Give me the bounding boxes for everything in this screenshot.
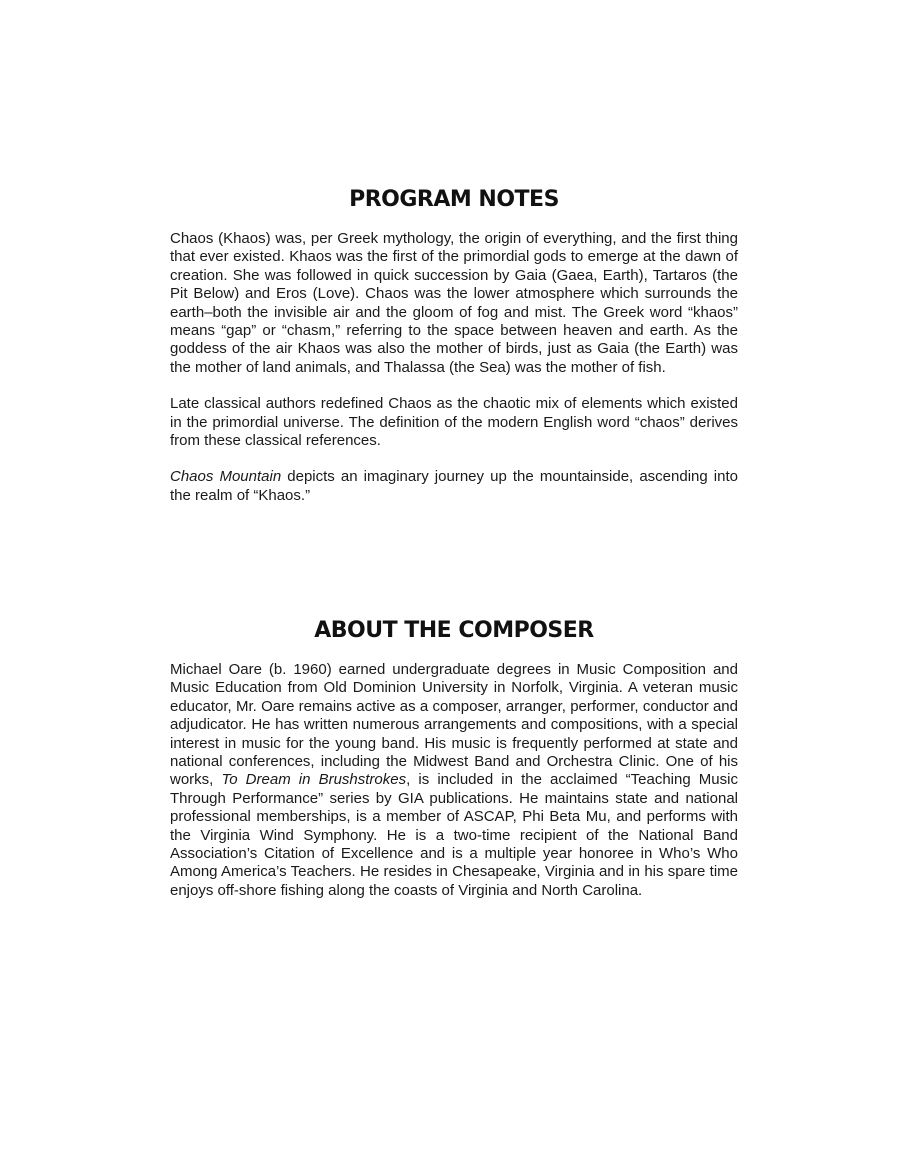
composer-bio-text-2: , is included in the acclaimed “Teaching Music Through Performance” series by GIA publications. He maintains state and national professional memberships, is a member of ASCAP, Phi Beta Mu, and performs with the Virginia Wind Symphony. He is a two-time recipient of the National Band Association’s Citation of Excellence and is a multiple year honoree in Who’s Who Among America’s Teachers. He resides in Chesapeake, Virginia and in his spare time enjoys off-shore fishing along the coasts of Virginia and North Carolina. bbox=[170, 771, 738, 899]
program-notes-paragraph-3 bbox=[170, 468, 738, 505]
about-composer-section bbox=[170, 618, 738, 918]
program-notes-paragraph-3-text: depicts an imaginary journey up the mountainside, ascending into the realm of “Khaos.” bbox=[170, 468, 738, 504]
work-title-to-dream-in-brushstrokes: To Dream in Brushstrokes bbox=[221, 771, 407, 789]
program-notes-section bbox=[170, 187, 738, 523]
composer-bio-paragraph bbox=[170, 661, 738, 900]
program-notes-heading: PROGRAM NOTES bbox=[349, 187, 559, 212]
work-title-chaos-mountain: Chaos Mountain bbox=[170, 468, 282, 486]
about-composer-heading: ABOUT THE COMPOSER bbox=[314, 618, 594, 643]
program-notes-paragraph-1: Chaos (Khaos) was, per Greek mythology, the origin of everything, and the first thing that ever existed. Khaos was the first of the primordial gods to emerge at the dawn of creation. She was followed in quick succession by Gaia (Gaea, Earth), Tartaros (the Pit Below) and Eros (Love). Chaos was the lower atmosphere which surrounds the earth–both the invisible air and the gloom of fog and mist. The Greek word “khaos” means “gap” or “chasm,” referring to the space between heaven and earth. As the goddess of the air Khaos was also the mother of birds, just as Gaia (the Earth) was the mother of land animals, and Thalassa (the Sea) was the mother of fish. bbox=[170, 230, 738, 376]
composer-bio-text-1: Michael Oare (b. 1960) earned undergraduate degrees in Music Composition and Music Education from Old Dominion University in Norfolk, Virginia. A veteran music educator, Mr. Oare remains active as a composer, arranger, performer, conductor and adjudicator. He has written numerous arrangements and compositions, with a special interest in music for the young band. His music is frequently performed at state and national conferences, including the Midwest Band and Orchestra Clinic. One of his works, bbox=[170, 661, 738, 789]
program-notes-paragraph-2: Late classical authors redefined Chaos as the chaotic mix of elements which existed in the primordial universe. The definition of the modern English word “chaos” derives from these classical references. bbox=[170, 395, 738, 450]
